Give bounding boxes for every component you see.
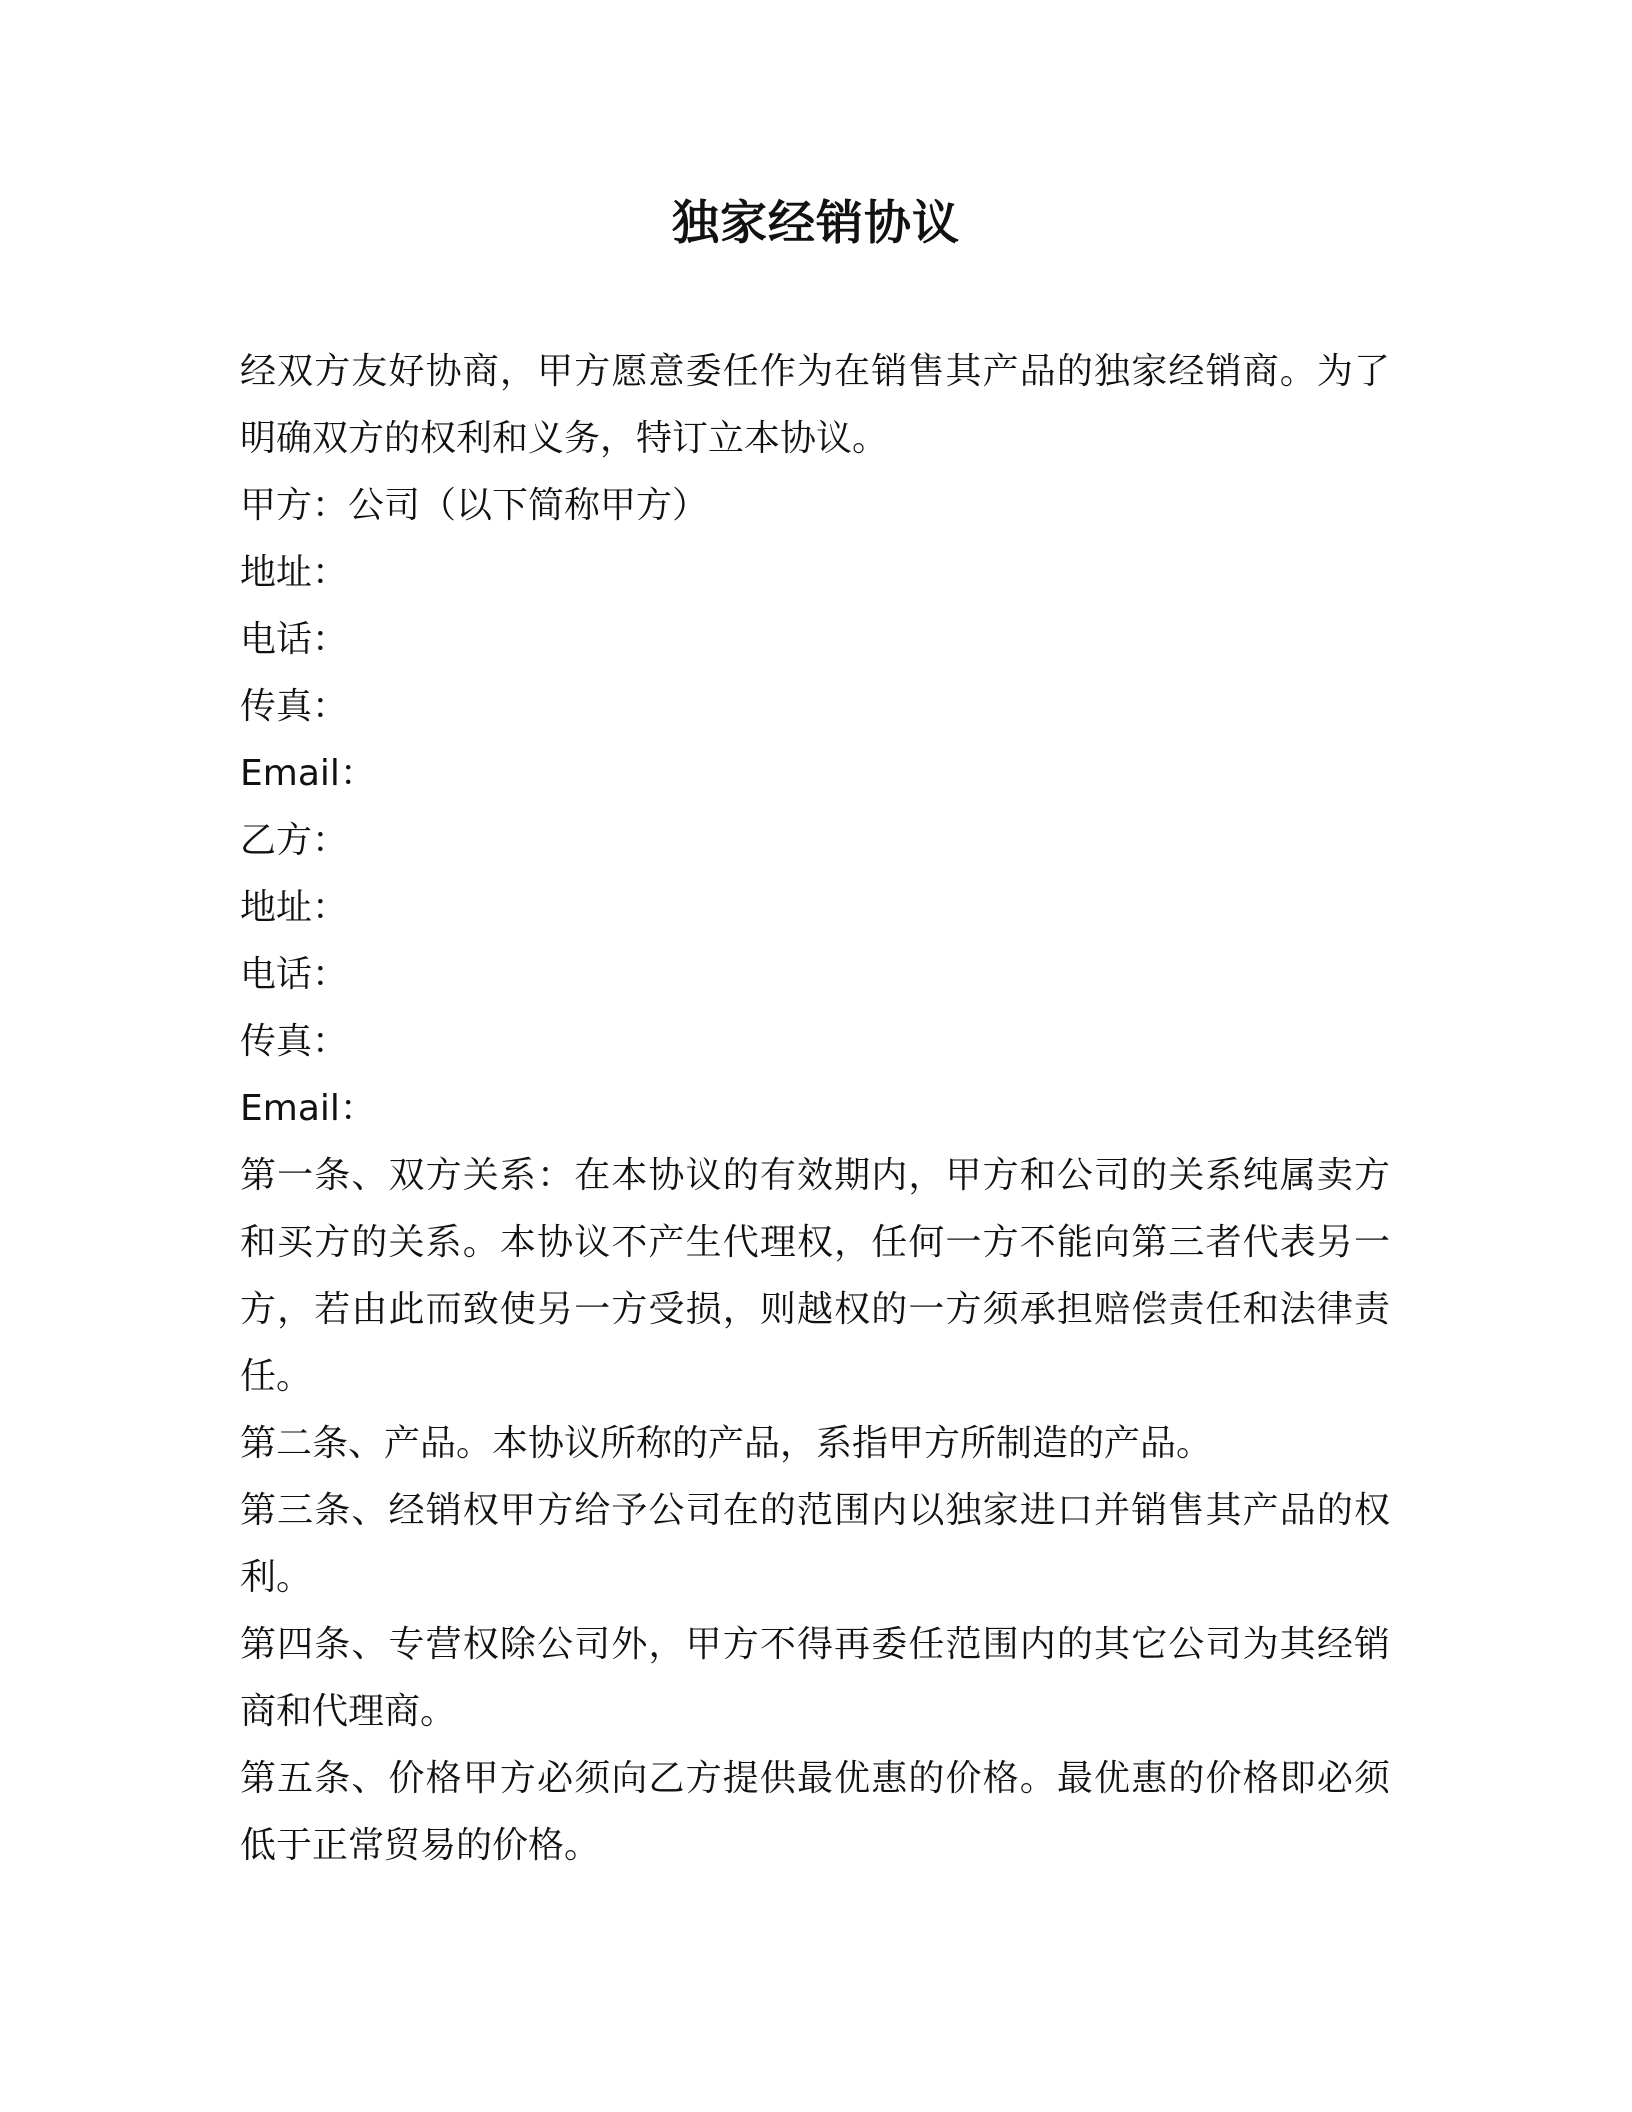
party-a-email: Email： bbox=[240, 753, 376, 794]
party-b-phone: 电话： bbox=[240, 954, 349, 995]
document-title: 独家经销协议 bbox=[672, 196, 960, 251]
intro-paragraph: 经双方友好协商，甲方愿意委任作为在销售其产品的独家经销商。为了明确双方的权利和义务，特订立本协议。 bbox=[240, 351, 1390, 459]
party-a-phone: 电话： bbox=[240, 619, 349, 660]
article-2: 第二条、产品。本协议所称的产品，系指甲方所制造的产品。 bbox=[240, 1423, 1213, 1464]
article-3: 第三条、经销权甲方给予公司在的范围内以独家进口并销售其产品的权利。 bbox=[240, 1490, 1390, 1598]
article-1: 第一条、双方关系：在本协议的有效期内，甲方和公司的关系纯属卖方和买方的关系。本协议不产生代理权，任何一方不能向第三者代表另一方，若由此而致使另一方受损，则越权的一方须承担赔偿责任和法律责任。 bbox=[240, 1155, 1390, 1397]
party-b-address: 地址： bbox=[240, 887, 349, 928]
party-b-fax: 传真： bbox=[240, 1021, 349, 1062]
party-b-email: Email： bbox=[240, 1088, 376, 1129]
party-a-address: 地址： bbox=[240, 552, 349, 593]
party-b-line: 乙方： bbox=[240, 820, 349, 861]
article-5: 第五条、价格甲方必须向乙方提供最优惠的价格。最优惠的价格即必须低于正常贸易的价格。 bbox=[240, 1758, 1390, 1866]
party-a-line: 甲方：公司（以下简称甲方） bbox=[240, 485, 709, 526]
article-4: 第四条、专营权除公司外，甲方不得再委任范围内的其它公司为其经销商和代理商。 bbox=[240, 1624, 1390, 1732]
party-a-fax: 传真： bbox=[240, 686, 349, 727]
document-body bbox=[240, 338, 1390, 1879]
